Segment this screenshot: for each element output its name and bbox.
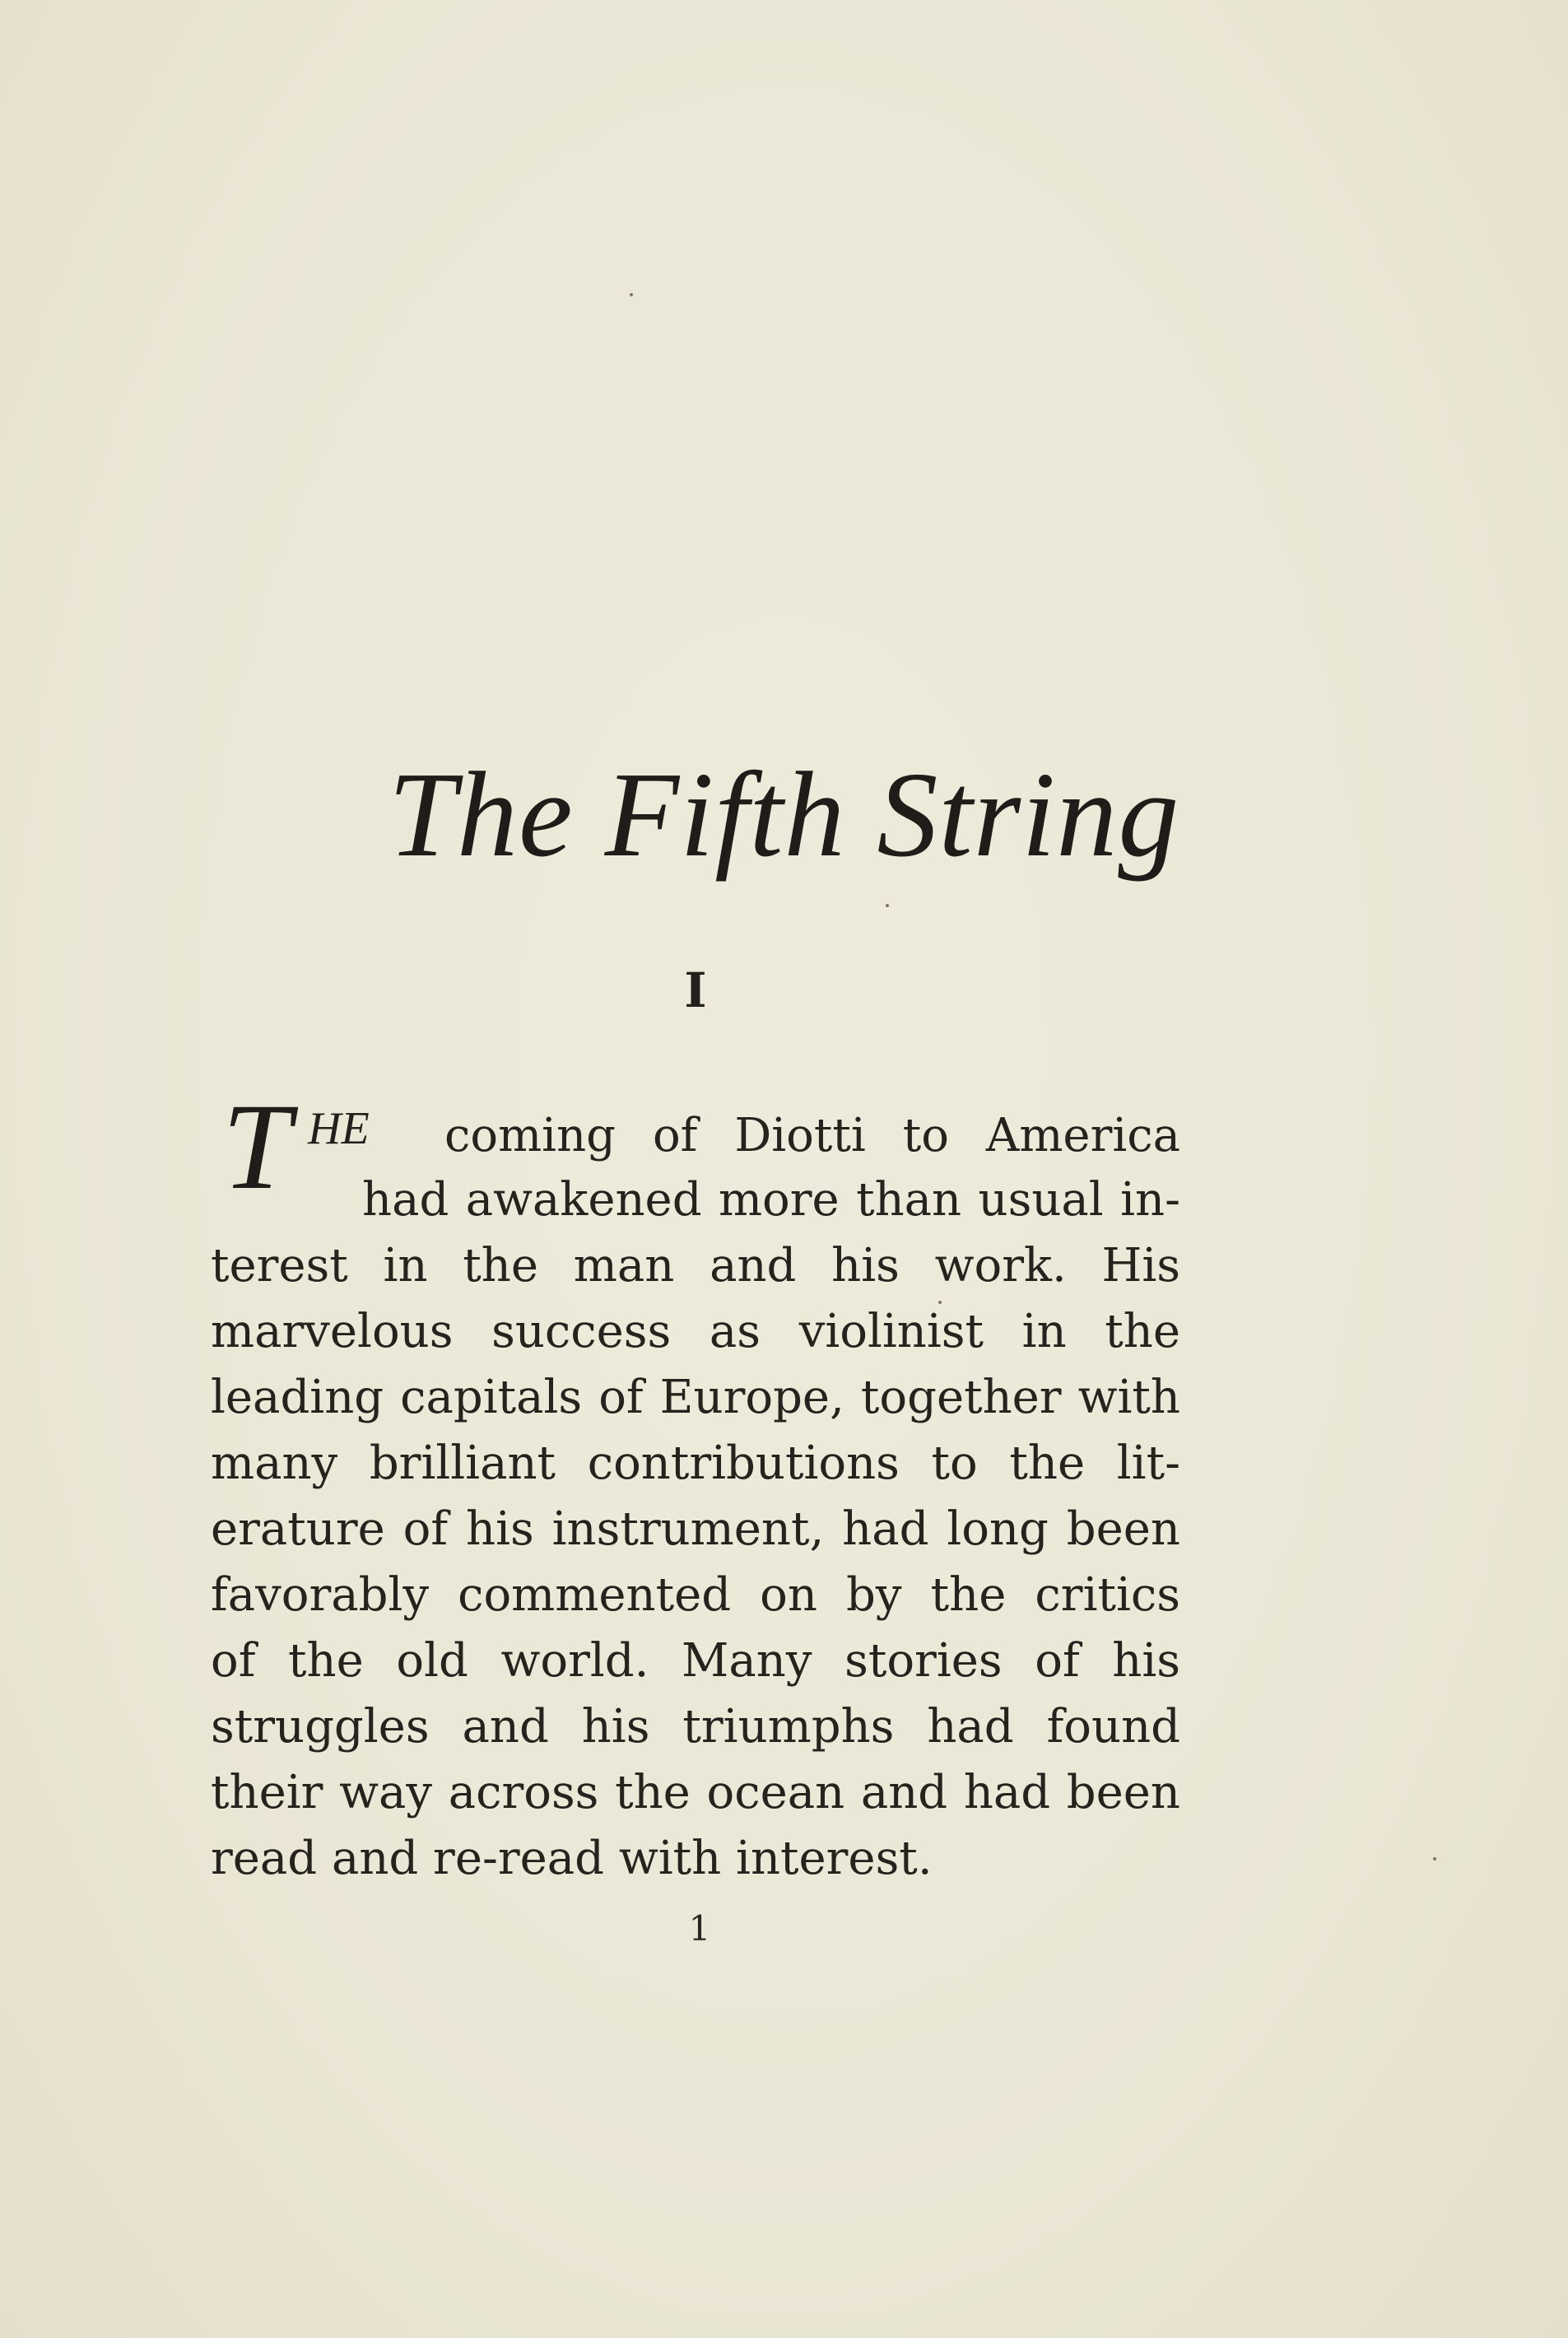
text-line: coming of Diotti to America (444, 1109, 1180, 1162)
text-line: their way across the ocean and had been (211, 1766, 1180, 1819)
paper-speck (1433, 1857, 1436, 1861)
page-number: 1 (688, 1908, 711, 1949)
text-line: favorably commented on by the critics (211, 1568, 1180, 1622)
drop-cap: T (222, 1078, 291, 1215)
text-line: struggles and his triumphs had found (211, 1700, 1180, 1754)
chapter-heading: I (684, 962, 707, 1018)
text-line: terest in the man and his work. His (211, 1239, 1180, 1292)
text-line: leading capitals of Europe, together with (211, 1371, 1180, 1424)
book-title: The Fifth String (388, 748, 1180, 883)
text-line: read and re-read with interest. (211, 1832, 933, 1885)
paper-speck (630, 293, 633, 296)
paper-speck (886, 904, 889, 907)
text-line: had awakened more than usual in- (362, 1173, 1180, 1227)
text-line: of the old world. Many stories of his (211, 1634, 1180, 1688)
text-line: many brilliant contributions to the lit- (211, 1437, 1180, 1490)
text-line: erature of his instrument, had long been (211, 1502, 1180, 1556)
text-line: marvelous success as violinist in the (211, 1305, 1180, 1358)
lead-word: HE (308, 1103, 370, 1154)
